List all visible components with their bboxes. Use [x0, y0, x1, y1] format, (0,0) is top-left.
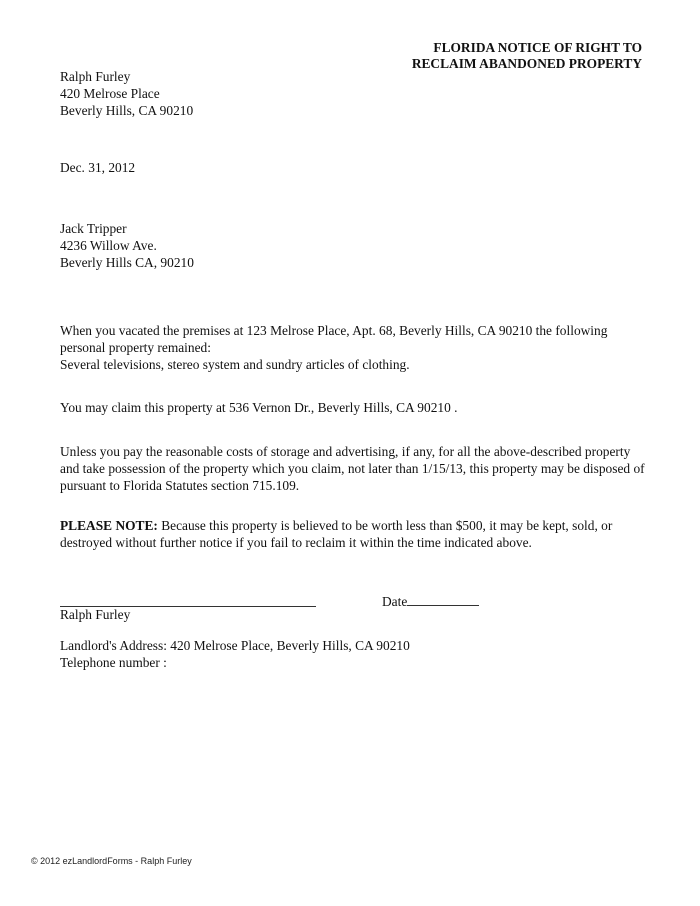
title-line-1: FLORIDA NOTICE OF RIGHT TO — [433, 40, 642, 55]
vacated-paragraph — [60, 322, 650, 373]
title-line-2: RECLAIM ABANDONED PROPERTY — [411, 56, 642, 71]
recipient-street: 4236 Willow Ave. — [60, 238, 157, 253]
vacated-text: When you vacated the premises at 123 Melrose Place, Apt. 68, Beverly Hills, CA 90210 the following personal property remained: — [60, 323, 608, 355]
letter-date — [60, 159, 650, 176]
landlord-telephone: Telephone number : — [60, 655, 167, 670]
sender-street: 420 Melrose Place — [60, 86, 160, 101]
claim-paragraph — [60, 399, 650, 416]
note-text: Because this property is believed to be worth less than $500, it may be kept, sold, or destroyed without further notice if you fail to reclaim it within the time indicated above. — [60, 518, 613, 550]
note-paragraph — [60, 517, 650, 551]
letter-date-text: Dec. 31, 2012 — [60, 160, 136, 175]
copyright-footer: © 2012 ezLandlordForms - Ralph Furley — [31, 856, 192, 866]
claim-location-text: You may claim this property at 536 Vernon Dr., Beverly Hills, CA 90210 . — [60, 400, 458, 415]
date-blank-line — [407, 592, 479, 606]
property-items: Several televisions, stereo system and sundry articles of clothing. — [60, 357, 410, 372]
sender-name: Ralph Furley — [60, 69, 131, 84]
recipient-city: Beverly Hills CA, 90210 — [60, 255, 194, 270]
signature-name: Ralph Furley — [60, 607, 131, 622]
sender-address — [60, 68, 650, 119]
date-label: Date — [382, 594, 408, 609]
landlord-info — [60, 637, 650, 671]
recipient-address — [60, 220, 650, 271]
signature-block — [60, 606, 650, 623]
recipient-name: Jack Tripper — [60, 221, 127, 236]
landlord-address: Landlord's Address: 420 Melrose Place, Beverly Hills, CA 90210 — [60, 638, 410, 653]
costs-text: Unless you pay the reasonable costs of storage and advertising, if any, for all the above-described property and take possession of the property which you claim, not later than 1/15/13, this property may be disposed of pursuant to Florida Statutes section 715.109. — [60, 444, 645, 493]
costs-paragraph — [60, 443, 650, 494]
note-label: PLEASE NOTE: — [60, 518, 158, 533]
sender-city: Beverly Hills, CA 90210 — [60, 103, 194, 118]
